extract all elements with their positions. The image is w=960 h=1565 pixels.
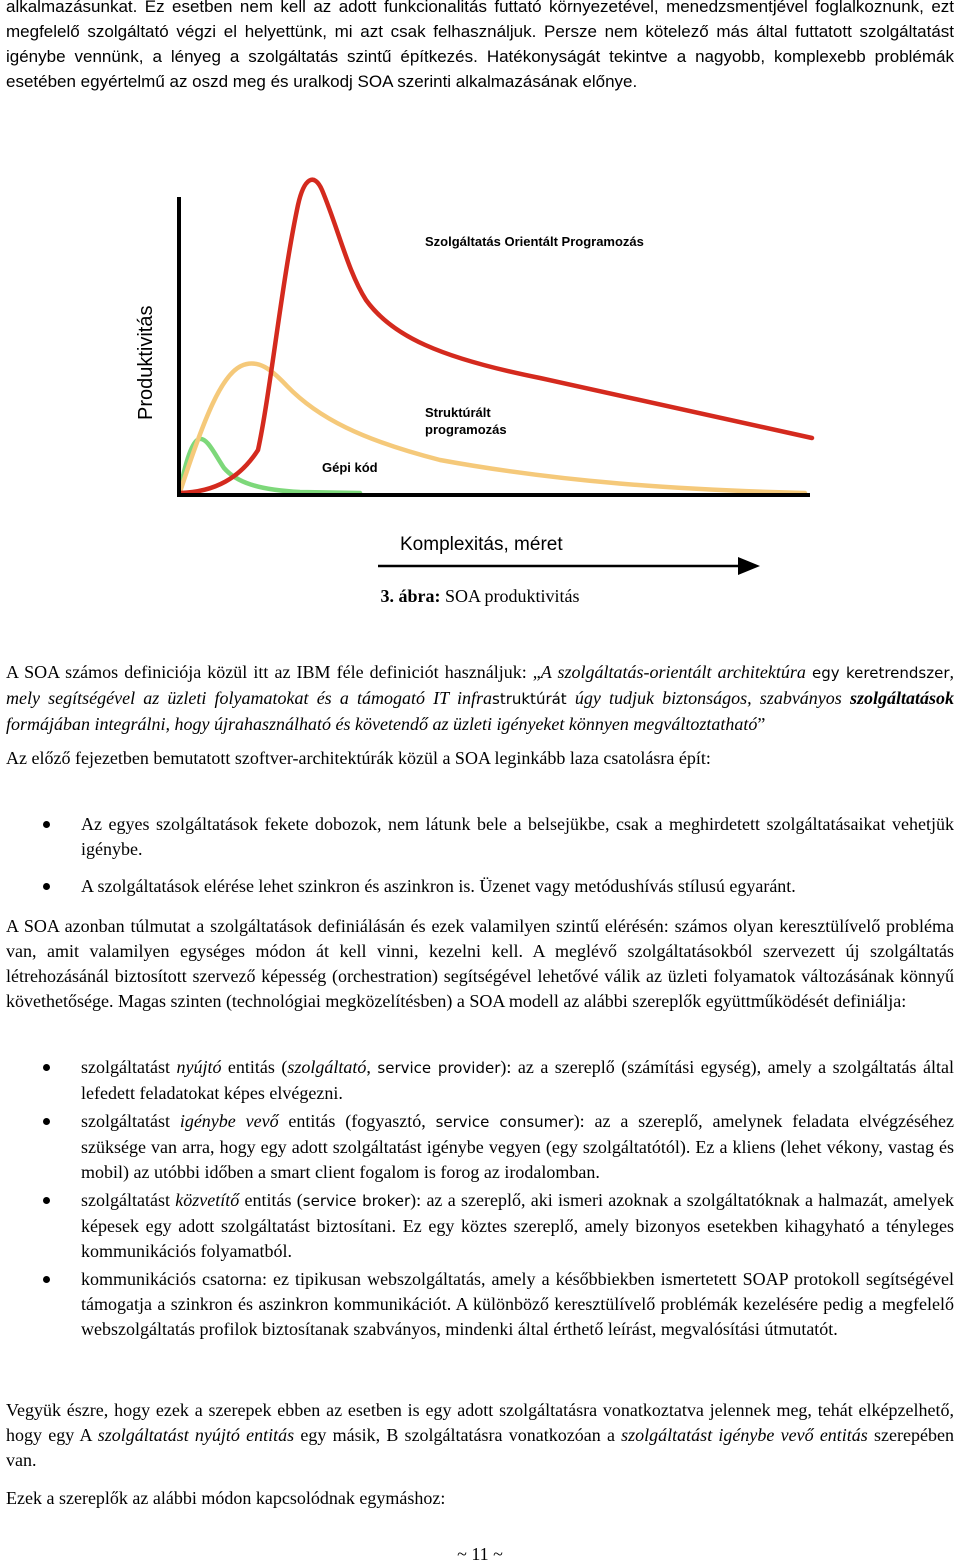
list-item xyxy=(6,812,954,862)
soa-curve xyxy=(180,180,812,493)
role-term: szolgáltató xyxy=(287,1057,367,1077)
list-item xyxy=(6,1267,954,1342)
role-text: szolgáltatást xyxy=(81,1111,180,1131)
definition-term: struktúrát xyxy=(492,690,567,708)
role-text: entitás (fogyasztó, xyxy=(278,1111,436,1131)
role-text: , xyxy=(366,1057,378,1077)
role-text: entitás ( xyxy=(239,1190,303,1210)
intro-paragraph: alkalmazásunkat. Ez esetben nem kell az adott funkcionalitás futtató környezetével, menedzsmentjével foglalkoznunk, ezt megfelelő szolgáltató végzi el helyettünk, mi azt csak felhasználjuk. Persze nem kötelező más által futtatott szolgáltatást igénybe vennünk, a lényeg a szolgáltatás szintű építkezés. Hatékonyságát tekintve a nagyobb, komplexebb problémák esetében egyértelmű az oszd meg és uralkodj SOA szerinti alkalmazásának előnye. xyxy=(6,0,954,91)
role-term: közvetítő xyxy=(175,1190,240,1210)
definition-term: egy keretrendszer xyxy=(812,664,950,682)
note-text: egy másik, B szolgáltatásra vonatkozóan a xyxy=(294,1425,622,1445)
bullet-icon xyxy=(43,883,50,890)
role-text: szolgáltatást xyxy=(81,1057,177,1077)
definition-quote-close: ” xyxy=(757,714,766,734)
role-english-term: service provider xyxy=(377,1059,501,1077)
list-item-text: Az egyes szolgáltatások fekete dobozok, nem látunk bele a belsejükbe, csak a meghirdetett szolgáltatásaikat vehetjük igénybe. xyxy=(81,814,954,859)
role-english-term: service broker xyxy=(302,1192,411,1210)
bullet-icon xyxy=(43,1064,50,1071)
caption-number: 3. ábra: xyxy=(380,586,441,606)
structured-curve-label-line2: programozás xyxy=(425,422,507,437)
role-english-term: service consumer xyxy=(435,1113,574,1131)
note-term: szolgáltatást igénybe vevő entitás xyxy=(621,1425,868,1445)
role-text: kommunikációs csatorna: ez tipikusan webszolgáltatás, amely a későbbiekben ismertetett SOAP protokoll segítségével támogatja a szinkron és aszinkron kommunikációt. A különböző keresztülívelő problémák kezelésére pedig a megfelelő webszolgáltatás profilok biztosítanak szabványos, mindenki által érthető leírást, megvalósítási útmutatót. xyxy=(81,1269,954,1339)
note-text: Vegyük észre, hogy ezek a szerepek ebben az esetben is egy adott szolgáltatásra vonatkoztatva jelennek meg, tehát elképzelhető, hogy egy A xyxy=(6,1400,954,1445)
machine-code-curve-label: Gépi kód xyxy=(322,460,378,475)
bullet-icon xyxy=(43,1276,50,1283)
architectures-paragraph: Az előző fejezetben bemutatott szoftver-architektúrák közül a SOA leginkább laza csatolásra épít: xyxy=(6,748,711,768)
x-axis-arrowhead xyxy=(738,557,760,575)
role-text: szolgáltatást xyxy=(81,1190,176,1210)
soa-curve-label: Szolgáltatás Orientált Programozás xyxy=(425,234,644,249)
connection-paragraph: Ezek a szereplők az alábbi módon kapcsolódnak egymáshoz: xyxy=(6,1488,446,1508)
role-text: ): az a szereplő, aki ismeri azoknak a szolgáltatóknak a halmazát, amelyek képesek egy adott szolgáltatást biztosítani. Ez egy köztes szereplő, amely bizonyos esetekben kihagyható a tényleges kommunikációs folyamatból. xyxy=(81,1190,954,1261)
list-item xyxy=(6,1109,954,1185)
bullet-icon xyxy=(43,1197,50,1204)
list-item xyxy=(6,874,954,899)
role-text: ): az a szereplő, amelynek feladata elvégzéséhez szüksége van arra, hogy egy adott szolgáltatást igénybe vegyen (egy szolgáltatótól). Ez a kliens (lehet vékony, vastag és mobil) az utóbbi időben a smart client fogalom is forog az irodalomban. xyxy=(81,1111,954,1182)
note-paragraph xyxy=(6,1398,954,1473)
x-axis-label: Komplexitás, méret xyxy=(400,534,563,555)
y-axis-label: Produktivitás xyxy=(135,305,157,420)
role-term: igénybe vevő xyxy=(179,1111,279,1131)
definition-emphasis: szolgáltatások xyxy=(849,688,954,708)
page-number: ~ 11 ~ xyxy=(457,1544,503,1564)
list-item xyxy=(6,1055,954,1106)
note-text: szerepében van. xyxy=(6,1425,954,1470)
definition-quote-part: , mely segítségével az üzleti folyamatokat és a támogató IT infra xyxy=(6,662,954,708)
definition-intro: A SOA számos definiciója közül itt az IBM féle definiciót használjuk: „ xyxy=(6,662,541,682)
definition-paragraph xyxy=(6,660,954,737)
role-text: entitás ( xyxy=(221,1057,288,1077)
coupling-list xyxy=(6,812,954,899)
bullet-icon xyxy=(43,1118,50,1125)
definition-quote-part: úgy tudjuk biztonságos, szabványos xyxy=(566,688,850,708)
role-text: ): az a szereplő (számítási egység), amely a szolgáltatás által lefedett feladatokat képes elvégezni. xyxy=(81,1057,955,1103)
caption-text: SOA produktivitás xyxy=(440,586,580,606)
figure-caption xyxy=(0,586,960,607)
definition-quote-part: A szolgáltatás-orientált architektúra xyxy=(540,662,813,682)
roles-list xyxy=(6,1055,954,1342)
definition-quote-part: formájában integrálni, hogy újrahasználható és követendő az üzleti igényeket könnyen megváltoztatható xyxy=(6,714,758,734)
productivity-diagram xyxy=(0,160,960,580)
soa-productivity-figure xyxy=(0,160,960,580)
list-item xyxy=(6,1188,954,1264)
bullet-icon xyxy=(43,821,50,828)
note-term: szolgáltatást nyújtó entitás xyxy=(97,1425,295,1445)
soa-beyond-paragraph: A SOA azonban túlmutat a szolgáltatások definiálásán és ezek valamilyen szintű elérésén: számos olyan keresztülívelő probléma van, amit valamilyen egységes módon át kell vinni, kezelni kell. A meglévő szolgáltatásokból szervezett új szolgáltatás létrehozásánál biztosított szervező képesség (orchestration) segítségével lehetővé válik az üzleti folyamatok változásának könnyű követhetősége. Magas szinten (technológiai megközelítésben) a SOA modell az alábbi szereplők együttműködését definiálja: xyxy=(6,916,954,1011)
list-item-text: A szolgáltatások elérése lehet szinkron és aszinkron is. Üzenet vagy metódushívás stílusú egyaránt. xyxy=(81,876,796,896)
role-term: nyújtó xyxy=(176,1057,222,1077)
structured-curve-label-line1: Struktúrált xyxy=(425,405,491,420)
